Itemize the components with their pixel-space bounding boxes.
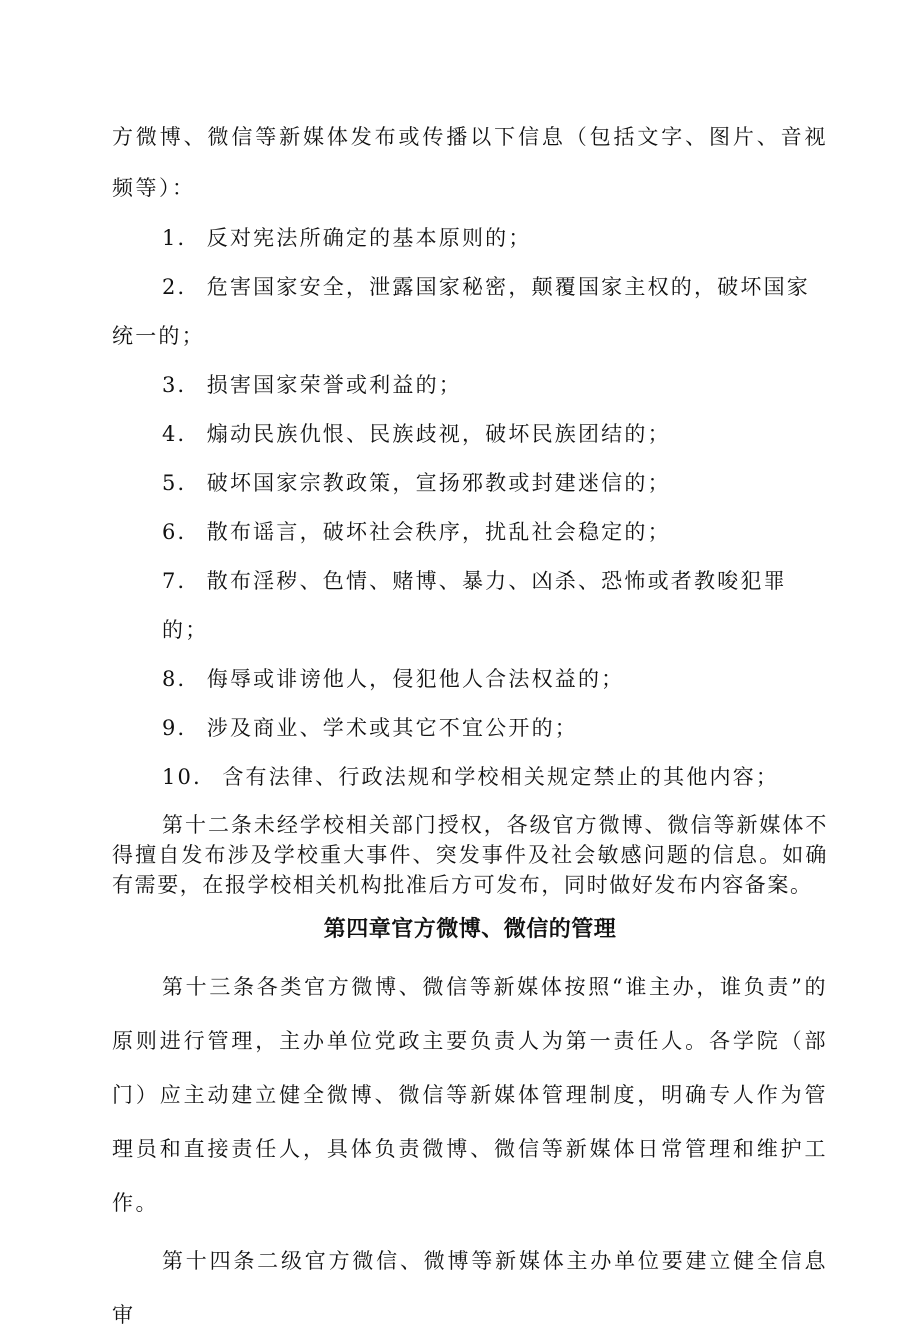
list-item-number: 9． <box>162 716 201 740</box>
list-item <box>112 508 828 557</box>
list-item-text: 损害国家荣誉或利益的； <box>206 373 462 397</box>
list-item-number: 7． <box>162 569 201 593</box>
list-item-number: 2． <box>162 275 201 299</box>
list-item-text: 散布淫秽、色情、赌博、暴力、凶杀、恐怖或者教唆犯罪的； <box>162 569 787 642</box>
article-14-paragraph: 第十四条二级官方微信、微博等新媒体主办单位要建立健全信息审 <box>112 1249 828 1327</box>
list-item-text: 煽动民族仇恨、民族歧视，破坏民族团结的； <box>206 422 671 446</box>
list-item <box>112 263 828 361</box>
list-item-text: 反对宪法所确定的基本原则的； <box>206 226 532 250</box>
list-item-text: 涉及商业、学术或其它不宜公开的； <box>206 716 578 740</box>
list-item-text: 侮辱或诽谤他人，侵犯他人合法权益的； <box>206 667 625 691</box>
list-item-text: 危害国家安全，泄露国家秘密，颠覆国家主权的，破坏国家统一的； <box>112 275 810 348</box>
list-item <box>112 459 828 508</box>
list-item <box>112 410 828 459</box>
article-13-paragraph: 第十三条各类官方微博、微信等新媒体按照“谁主办，谁负责”的原则进行管理，主办单位党政主要负责人为第一责任人。各学院（部门）应主动建立健全微博、微信等新媒体管理制度，明确专人作为管理员和直接责任人，具体负责微博、微信等新媒体日常管理和维护工作。 <box>112 975 828 1215</box>
list-item-text: 含有法律、行政法规和学校相关规定禁止的其他内容； <box>222 765 780 789</box>
list-item <box>112 557 828 655</box>
list-item-number: 5． <box>162 471 201 495</box>
list-item-number: 4． <box>162 422 201 446</box>
list-item-text: 破坏国家宗教政策，宣扬邪教或封建迷信的； <box>206 471 671 495</box>
list-item <box>112 361 828 410</box>
article-12-paragraph: 第十二条未经学校相关部门授权，各级官方微博、微信等新媒体不得擅自发布涉及学校重大事件、突发事件及社会敏感问题的信息。如确有需要，在报学校相关机构批准后方可发布，同时做好发布内容备案。 <box>112 813 828 897</box>
list-item <box>112 655 828 704</box>
list-item <box>112 704 828 753</box>
list-item <box>112 214 828 263</box>
list-item-number: 6． <box>162 520 201 544</box>
list-item-number: 3． <box>162 373 201 397</box>
list-item <box>112 753 828 802</box>
list-item-text: 散布谣言，破坏社会秩序，扰乱社会稳定的； <box>206 520 671 544</box>
list-item-number: 8． <box>162 667 201 691</box>
list-item-number: 10． <box>162 765 217 789</box>
intro-paragraph: 方微博、微信等新媒体发布或传播以下信息（包括文字、图片、音视频等）： <box>112 125 828 200</box>
chapter-heading: 第四章官方微博、微信的管理 <box>323 917 617 942</box>
list-item-number: 1． <box>162 226 201 250</box>
